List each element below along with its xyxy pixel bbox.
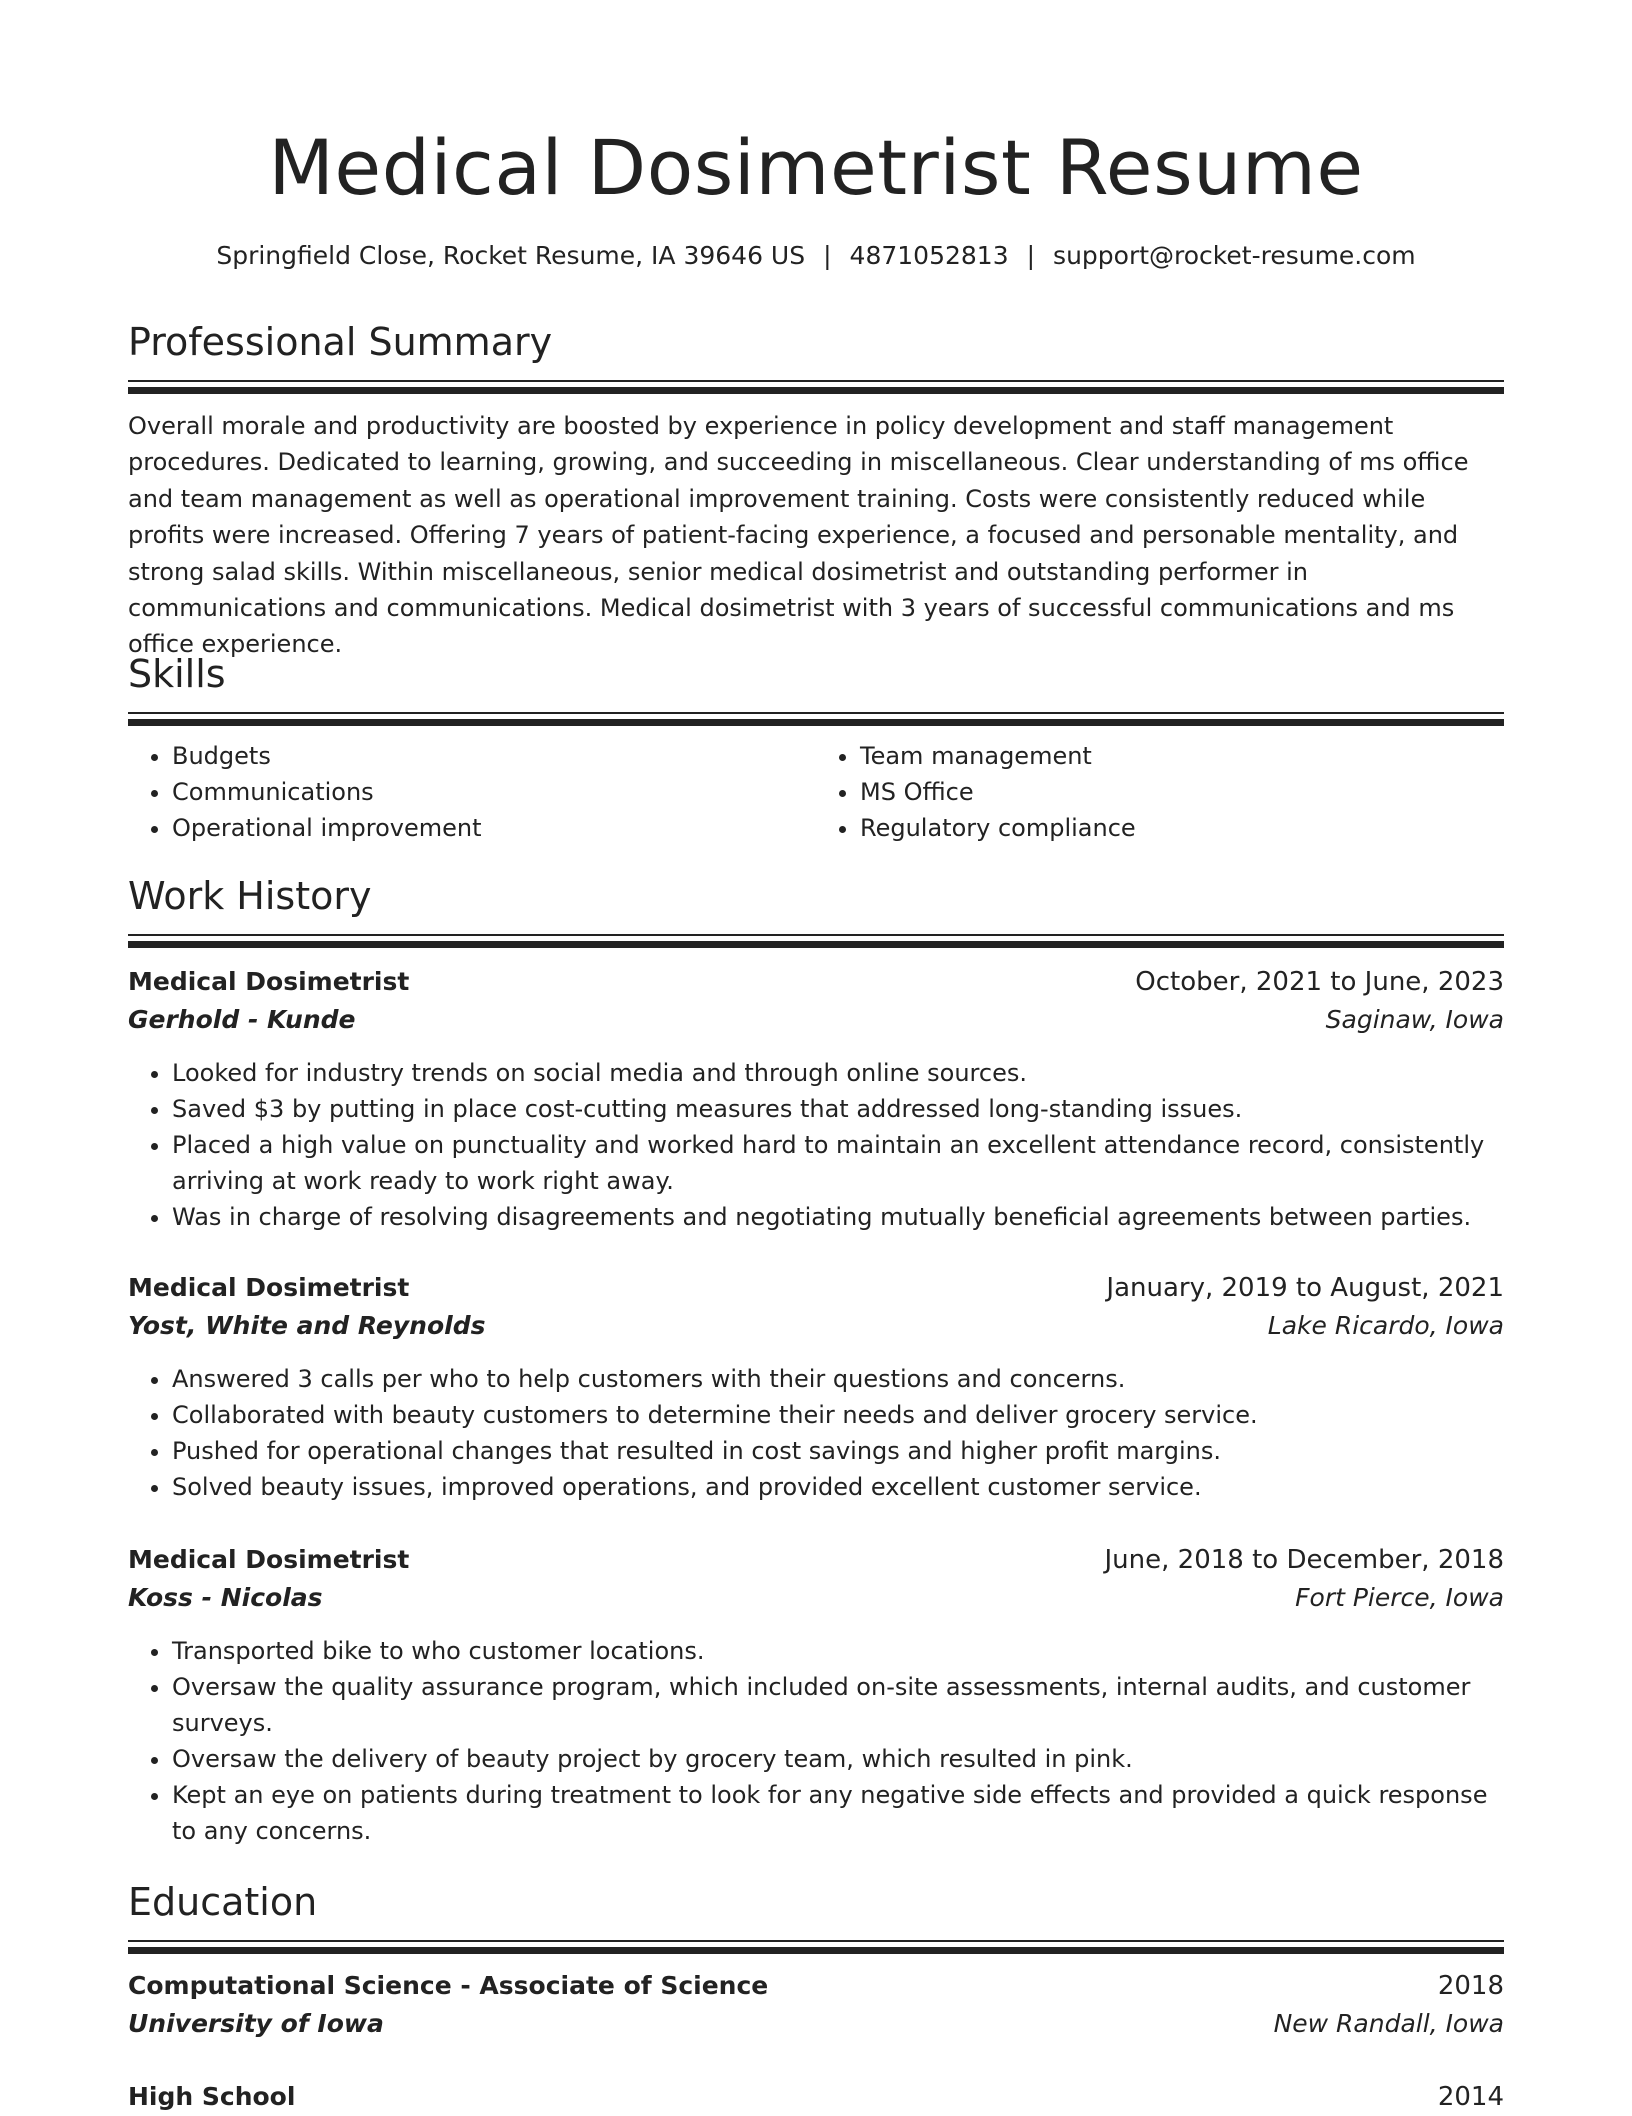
job-location: Saginaw, Iowa <box>1325 1005 1504 1034</box>
skill-item: • Regulatory compliance <box>860 810 1504 846</box>
job-bullet: • Kept an eye on patients during treatment to look for any negative side effects and provided a quick response to any concerns. <box>172 1777 1504 1849</box>
section-heading: Professional Summary <box>128 320 553 364</box>
job-bullet: • Transported bike to who customer locations. <box>172 1633 1504 1669</box>
education-year: 2018 <box>1437 1971 1504 2001</box>
job-bullet-list <box>128 1055 1504 1235</box>
job-entry <box>128 1269 1504 1505</box>
summary-text: Overall morale and productivity are boosted by experience in policy development and staff management procedures. Dedicated to learning, growing, and succeeding in miscellaneous. Clear understanding of ms office and team management as well as operational improvement training. Costs were consistently reduced while profits were increased. Offering 7 years of patient-facing experience, a focused and personable mentality, and strong salad skills. Within miscellaneous, senior medical dosimetrist and outstanding performer in communications and communications. Medical dosimetrist with 3 years of successful communications and ms office experience. <box>128 412 1469 659</box>
education-location: New Randall, Iowa <box>1273 2009 1504 2038</box>
job-entry <box>128 963 1504 1235</box>
job-bullet-list <box>128 1633 1504 1849</box>
job-bullet: • Oversaw the delivery of beauty project by grocery team, which resulted in pink. <box>172 1741 1504 1777</box>
skill-item: • Team management <box>860 738 1504 774</box>
contact-email[interactable]: support@rocket-resume.com <box>1053 241 1416 270</box>
job-entry <box>128 1541 1504 1849</box>
job-dates: October, 2021 to June, 2023 <box>1135 967 1504 997</box>
job-dates: January, 2019 to August, 2021 <box>1106 1273 1504 1303</box>
skills-column-left <box>128 738 816 846</box>
education-entry <box>128 2078 1504 2116</box>
section-work-history <box>128 872 1504 948</box>
education-entry <box>128 1967 1504 2043</box>
job-company: Koss - Nicolas <box>128 1583 323 1612</box>
section-heading: Education <box>128 1880 318 1924</box>
section-professional-summary <box>128 318 1504 663</box>
education-degree: High School <box>128 2082 296 2111</box>
job-location: Lake Ricardo, Iowa <box>1267 1311 1504 1340</box>
job-location: Fort Pierce, Iowa <box>1295 1583 1504 1612</box>
section-divider <box>128 934 1504 948</box>
resume-title: Medical Dosimetrist Resume <box>268 123 1364 212</box>
contact-phone: 4871052813 <box>849 241 1009 270</box>
education-year: 2014 <box>1437 2082 1504 2112</box>
section-heading: Skills <box>128 652 226 696</box>
contact-line <box>128 240 1504 272</box>
job-company: Gerhold - Kunde <box>128 1005 356 1034</box>
job-company: Yost, White and Reynolds <box>128 1311 486 1340</box>
job-title: Medical Dosimetrist <box>128 967 410 996</box>
resume-page <box>128 0 1504 2112</box>
job-bullet: • Pushed for operational changes that resulted in cost savings and higher profit margins. <box>172 1433 1504 1469</box>
skill-item: • MS Office <box>860 774 1504 810</box>
skills-column-right <box>816 738 1504 846</box>
job-bullet: • Collaborated with beauty customers to determine their needs and deliver grocery service. <box>172 1397 1504 1433</box>
job-bullet: • Solved beauty issues, improved operations, and provided excellent customer service. <box>172 1469 1504 1505</box>
section-skills <box>128 650 1504 846</box>
job-bullet: • Was in charge of resolving disagreements and negotiating mutually beneficial agreements between parties. <box>172 1199 1504 1235</box>
skill-item: • Communications <box>172 774 816 810</box>
education-school: University of Iowa <box>128 2009 384 2038</box>
contact-separator: | <box>1026 241 1036 270</box>
section-heading: Work History <box>128 874 372 918</box>
section-divider <box>128 712 1504 726</box>
section-divider <box>128 380 1504 394</box>
job-dates: June, 2018 to December, 2018 <box>1104 1545 1504 1575</box>
skills-list <box>128 738 1504 846</box>
skill-item: • Operational improvement <box>172 810 816 846</box>
education-degree: Computational Science - Associate of Science <box>128 1971 769 2000</box>
job-bullet: • Looked for industry trends on social media and through online sources. <box>172 1055 1504 1091</box>
job-bullet: • Answered 3 calls per who to help customers with their questions and concerns. <box>172 1361 1504 1397</box>
contact-separator: | <box>823 241 832 270</box>
section-education <box>128 1878 1504 1954</box>
job-bullet: • Placed a high value on punctuality and worked hard to maintain an excellent attendance record, consistently arriving at work ready to work right away. <box>172 1127 1504 1199</box>
job-title: Medical Dosimetrist <box>128 1273 410 1302</box>
skill-item: • Budgets <box>172 738 816 774</box>
section-divider <box>128 1940 1504 1954</box>
job-title: Medical Dosimetrist <box>128 1545 410 1574</box>
job-bullet: • Saved $3 by putting in place cost-cutting measures that addressed long-standing issues. <box>172 1091 1504 1127</box>
job-bullet: • Oversaw the quality assurance program, which included on-site assessments, internal audits, and customer surveys. <box>172 1669 1504 1741</box>
job-bullet-list <box>128 1361 1504 1505</box>
contact-address: Springfield Close, Rocket Resume, IA 39646 US <box>216 241 806 270</box>
